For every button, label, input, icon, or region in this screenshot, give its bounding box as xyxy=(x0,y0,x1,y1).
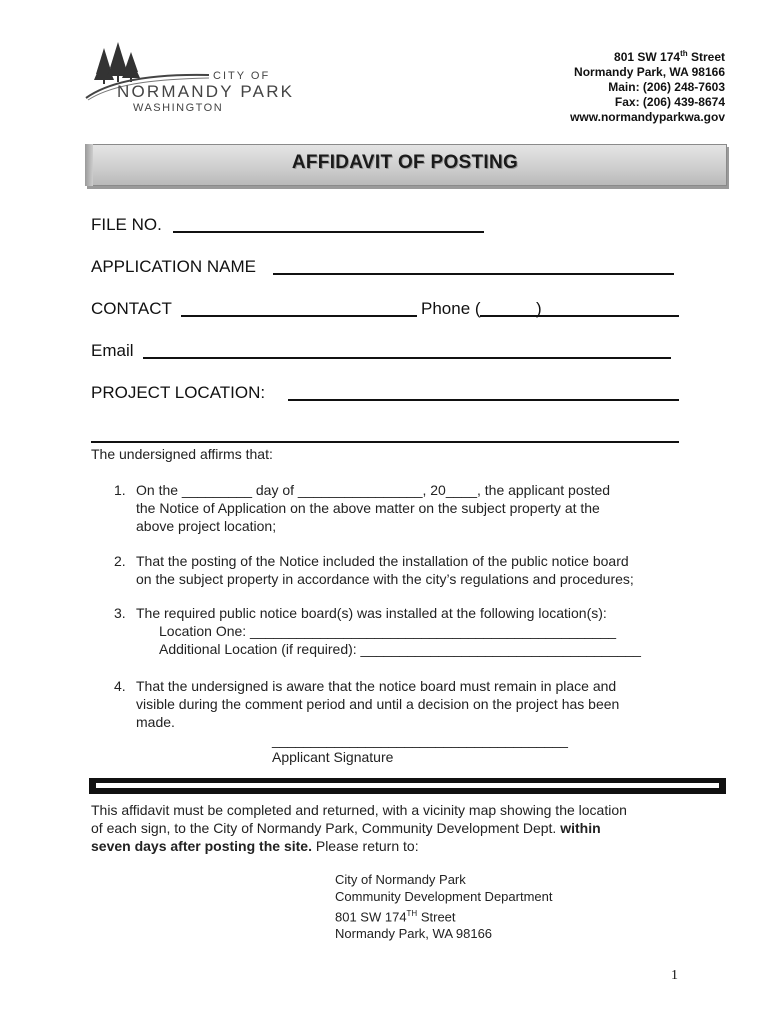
intro-text: The undersigned affirms that: xyxy=(91,446,273,462)
item-4-text: That the undersigned is aware that the notice board must remain in place and visible during the comment period and until a decision on the project has been made. xyxy=(136,678,620,730)
contact-label: CONTACT xyxy=(91,299,172,318)
project-location-field-line2[interactable] xyxy=(91,440,679,443)
logo-normandy-park: NORMANDY PARK xyxy=(117,82,295,101)
phone-paren-close: ) xyxy=(536,299,542,318)
application-name-field[interactable] xyxy=(273,272,674,275)
signature-label: Applicant Signature xyxy=(272,749,394,765)
contact-field[interactable] xyxy=(181,314,417,317)
location-one-field[interactable]: Location One: _______________________________________________ xyxy=(159,623,617,639)
address-city: Normandy Park, WA 98166 xyxy=(574,65,725,79)
application-name-label: APPLICATION NAME xyxy=(91,257,256,276)
section-divider-inner xyxy=(95,782,720,789)
item-1-number: 1. xyxy=(114,482,126,498)
logo-city-of: CITY OF xyxy=(213,70,271,82)
signature-line[interactable]: ______________________________________ xyxy=(272,732,568,748)
address-street: 801 SW 174th Street xyxy=(614,49,725,64)
email-field[interactable] xyxy=(143,356,671,359)
item-2-number: 2. xyxy=(114,553,126,569)
item-4-number: 4. xyxy=(114,678,126,694)
item-1-text: On the _________ day of ________________, 20____, the applicant posted the Notice of Application on the above matter on the subject property at the above project location; xyxy=(136,482,611,534)
phone-field[interactable] xyxy=(480,314,679,317)
item-3-text: The required public notice board(s) was installed at the following location(s): xyxy=(136,605,607,621)
return-instructions: This affidavit must be completed and returned, with a vicinity map showing the location of each sign, to the City of Normandy Park, Community Development Dept. within seven days after posting the site. Please return to: xyxy=(91,802,627,854)
address-fax: Fax: (206) 439-8674 xyxy=(614,95,725,109)
page-number: 1 xyxy=(671,968,678,983)
logo-washington: WASHINGTON xyxy=(133,102,224,114)
address-website: www.normandyparkwa.gov xyxy=(570,110,725,124)
city-address-block xyxy=(570,46,725,125)
additional-location-field[interactable]: Additional Location (if required): ____________________________________ xyxy=(159,641,641,657)
project-location-field[interactable] xyxy=(288,398,679,401)
project-location-label: PROJECT LOCATION: xyxy=(91,383,266,402)
phone-label: Phone ( xyxy=(421,299,481,318)
file-no-field[interactable] xyxy=(173,230,484,233)
item-3-number: 3. xyxy=(114,605,126,621)
item-2-text: That the posting of the Notice included the installation of the public notice board on the subject property in accordance with the city’s regulations and procedures; xyxy=(136,553,634,587)
address-main-phone: Main: (206) 248-7603 xyxy=(608,80,725,94)
file-no-label: FILE NO. xyxy=(91,215,162,234)
page-title: AFFIDAVIT OF POSTING xyxy=(291,152,519,173)
return-address: City of Normandy Park Community Development Department 801 SW 174TH Street Normandy Park, WA 98166 xyxy=(335,872,553,942)
email-label: Email xyxy=(91,341,134,360)
